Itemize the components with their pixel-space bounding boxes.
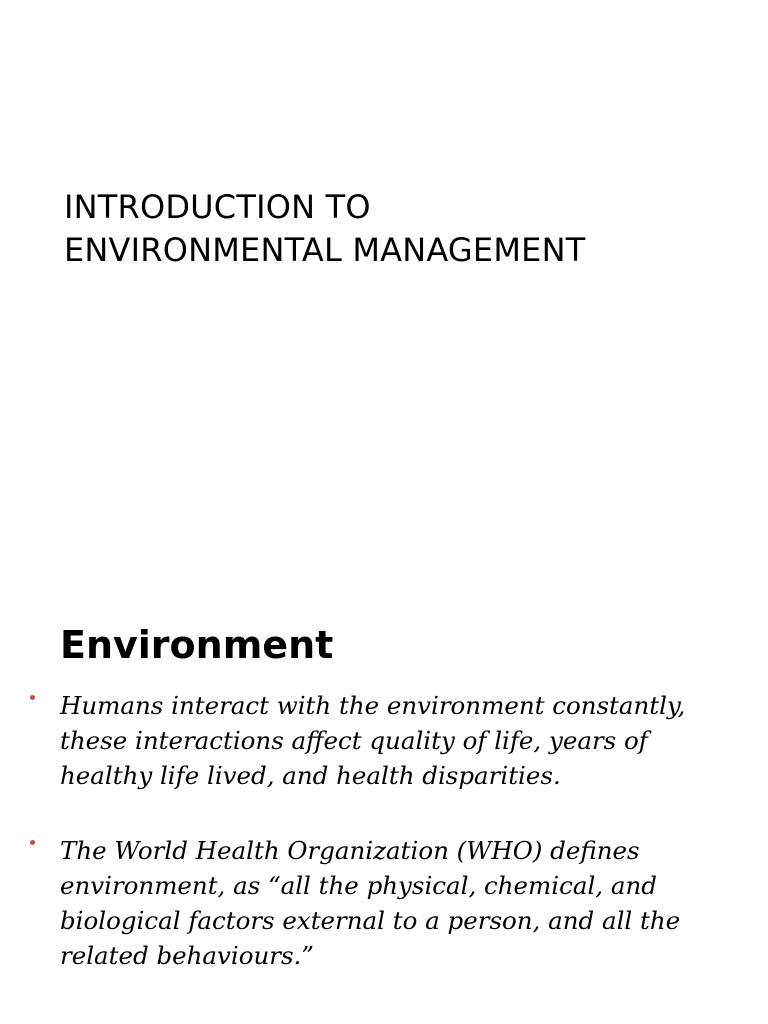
bullet-item (0, 688, 768, 793)
bullet-dot-icon (30, 695, 35, 700)
bullet-text: The World Health Organization (WHO) defines environment, as “all the physical, chemical, and biological factors external to a person, and all the related behaviours.” (60, 836, 681, 970)
slide-title-line-1: INTRODUCTION TO (64, 188, 371, 226)
bullet-list (0, 688, 768, 1013)
slide-title (64, 186, 724, 272)
bullet-text: Humans interact with the environment constantly, these interactions affect quality of life, years of healthy life lived, and health disparities. (60, 691, 686, 790)
bullet-dot-icon (30, 840, 35, 845)
bullet-item (0, 833, 768, 973)
slide-title-line-2: ENVIRONMENTAL MANAGEMENT (64, 231, 586, 269)
section-heading: Environment (60, 623, 334, 667)
